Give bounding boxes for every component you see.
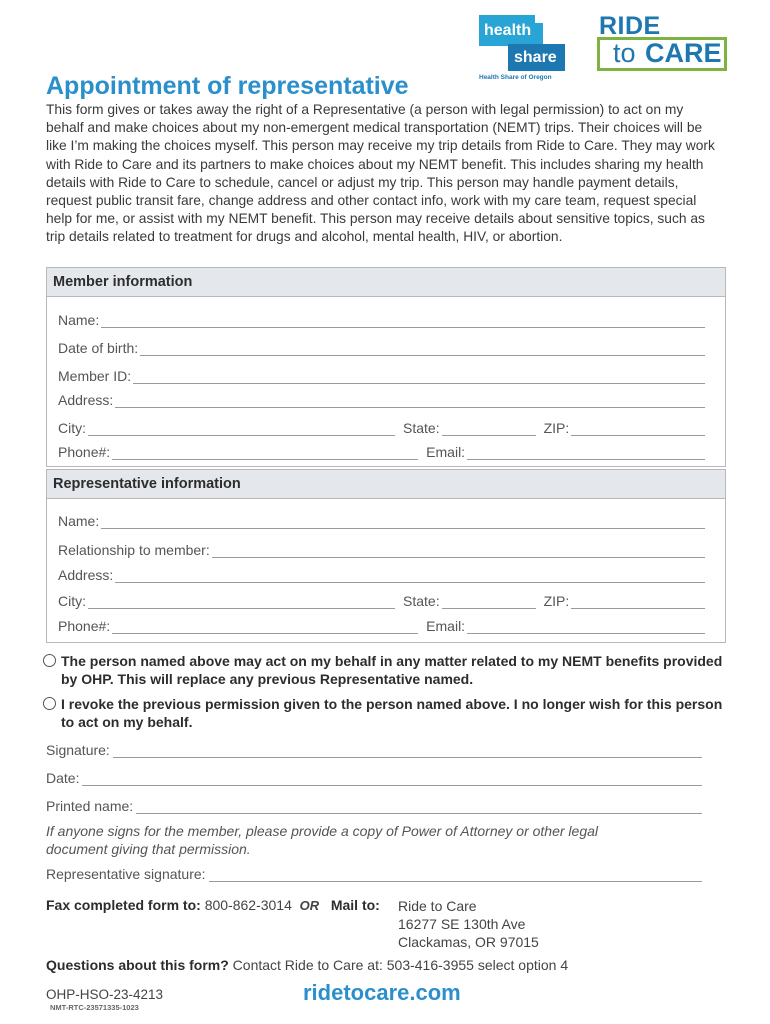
rep-relationship-field[interactable] xyxy=(212,543,705,558)
rep-city-row: City: State: ZIP: xyxy=(58,593,705,609)
rep-zip-field[interactable] xyxy=(571,594,705,609)
representative-information-section xyxy=(46,469,726,643)
representative-information-heading: Representative information xyxy=(47,470,725,499)
rep-phone-row: Phone#: Email: xyxy=(58,618,705,634)
health-share-logo-bottom: share xyxy=(508,44,565,71)
signature-row: Signature: xyxy=(46,742,702,758)
member-dob-field[interactable] xyxy=(140,341,705,356)
printed-name-row: Printed name: xyxy=(46,798,702,814)
rep-name-row: Name: xyxy=(58,513,705,529)
member-zip-field[interactable] xyxy=(571,421,705,436)
rep-signature-field[interactable] xyxy=(209,867,702,882)
form-id: OHP-HSO-23-4213 xyxy=(46,987,164,1002)
date-field[interactable] xyxy=(82,771,702,786)
health-share-logo-top: health xyxy=(479,15,543,46)
signature-field[interactable] xyxy=(113,743,702,758)
date-row: Date: xyxy=(46,770,702,786)
questions-line: Questions about this form? Contact Ride to Care at: 503-416-3955 select option 4 xyxy=(46,957,569,973)
revoke-option xyxy=(43,695,733,731)
page-title: Appointment of representative xyxy=(46,72,409,100)
member-address-row: Address: xyxy=(58,392,705,408)
member-name-field[interactable] xyxy=(101,313,705,328)
rep-state-field[interactable] xyxy=(442,594,536,609)
mail-address: Ride to Care 16277 SE 130th Ave Clackamas, OR 97015 xyxy=(398,898,539,950)
grant-option xyxy=(43,652,733,688)
fax-instructions: Fax completed form to: 800-862-3014 OR Mail to: xyxy=(46,897,380,913)
power-of-attorney-note: If anyone signs for the member, please provide a copy of Power of Attorney or other legal document giving that permission. xyxy=(46,823,599,857)
health-share-logo-subtitle: Health Share of Oregon xyxy=(479,74,552,81)
member-information-section xyxy=(46,267,726,467)
rep-signature-row: Representative signature: xyxy=(46,866,702,882)
mail-label: Mail to: xyxy=(330,897,380,913)
rep-relationship-row: Relationship to member: xyxy=(58,542,705,558)
rep-city-field[interactable] xyxy=(88,594,395,609)
member-city-field[interactable] xyxy=(88,421,395,436)
member-phone-row: Phone#: Email: xyxy=(58,444,705,460)
ride-to-care-logo-ride: RIDE xyxy=(599,12,661,40)
member-phone-field[interactable] xyxy=(112,445,418,460)
member-state-field[interactable] xyxy=(442,421,536,436)
ride-to-care-logo-to: to xyxy=(613,38,636,68)
member-id-field[interactable] xyxy=(133,369,705,384)
member-email-field[interactable] xyxy=(467,445,705,460)
rep-phone-field[interactable] xyxy=(112,619,418,634)
intro-paragraph: This form gives or takes away the right of a Representative (a person with legal permission) to act on my behalf and make choices about my non-emergent medical transportation (NEMT) trips. Their choices will be like I’m making the choices myself. This person may receive my trip details from Ride to Care. They may work with Ride to Care and its partners to make choices about my NEMT benefit. This includes sharing my health details with Ride to Care to schedule, cancel or adjust my trip. This person may handle payment details, request public transit fare, change address and other contact info, work with my care team, request special help for me, or assist with my NEMT benefit. This person may receive details about sensitive topics, such as trip details related to treatment for drugs and alcohol, mental health, HIV, or abortion. xyxy=(46,102,715,245)
member-city-row: City: State: ZIP: xyxy=(58,420,705,436)
grant-radio[interactable] xyxy=(43,654,56,667)
form-code: NMT-RTC-23571335-1023 xyxy=(50,1003,139,1012)
website-link[interactable]: ridetocare.com xyxy=(303,980,461,1005)
health-share-logo xyxy=(479,15,565,85)
or-label: OR xyxy=(299,898,320,913)
member-address-field[interactable] xyxy=(115,393,705,408)
rep-address-field[interactable] xyxy=(115,568,705,583)
ride-to-care-logo-care: CARE xyxy=(645,38,722,68)
printed-name-field[interactable] xyxy=(136,799,702,814)
revoke-radio[interactable] xyxy=(43,697,56,710)
grant-option-text: The person named above may act on my behalf in any matter related to my NEMT benefits provided by OHP. This will replace any previous Representative named. xyxy=(61,653,723,687)
member-name-row: Name: xyxy=(58,312,705,328)
member-id-row: Member ID: xyxy=(58,368,705,384)
member-dob-row: Date of birth: xyxy=(58,340,705,356)
fax-number: 800-862-3014 xyxy=(204,897,292,913)
member-information-heading: Member information xyxy=(47,268,725,297)
rep-name-field[interactable] xyxy=(101,514,705,529)
rep-address-row: Address: xyxy=(58,567,705,583)
rep-email-field[interactable] xyxy=(467,619,705,634)
ride-to-care-logo xyxy=(597,12,727,72)
revoke-option-text: I revoke the previous permission given to the person named above. I no longer wish for this person to act on my behalf. xyxy=(61,696,723,730)
